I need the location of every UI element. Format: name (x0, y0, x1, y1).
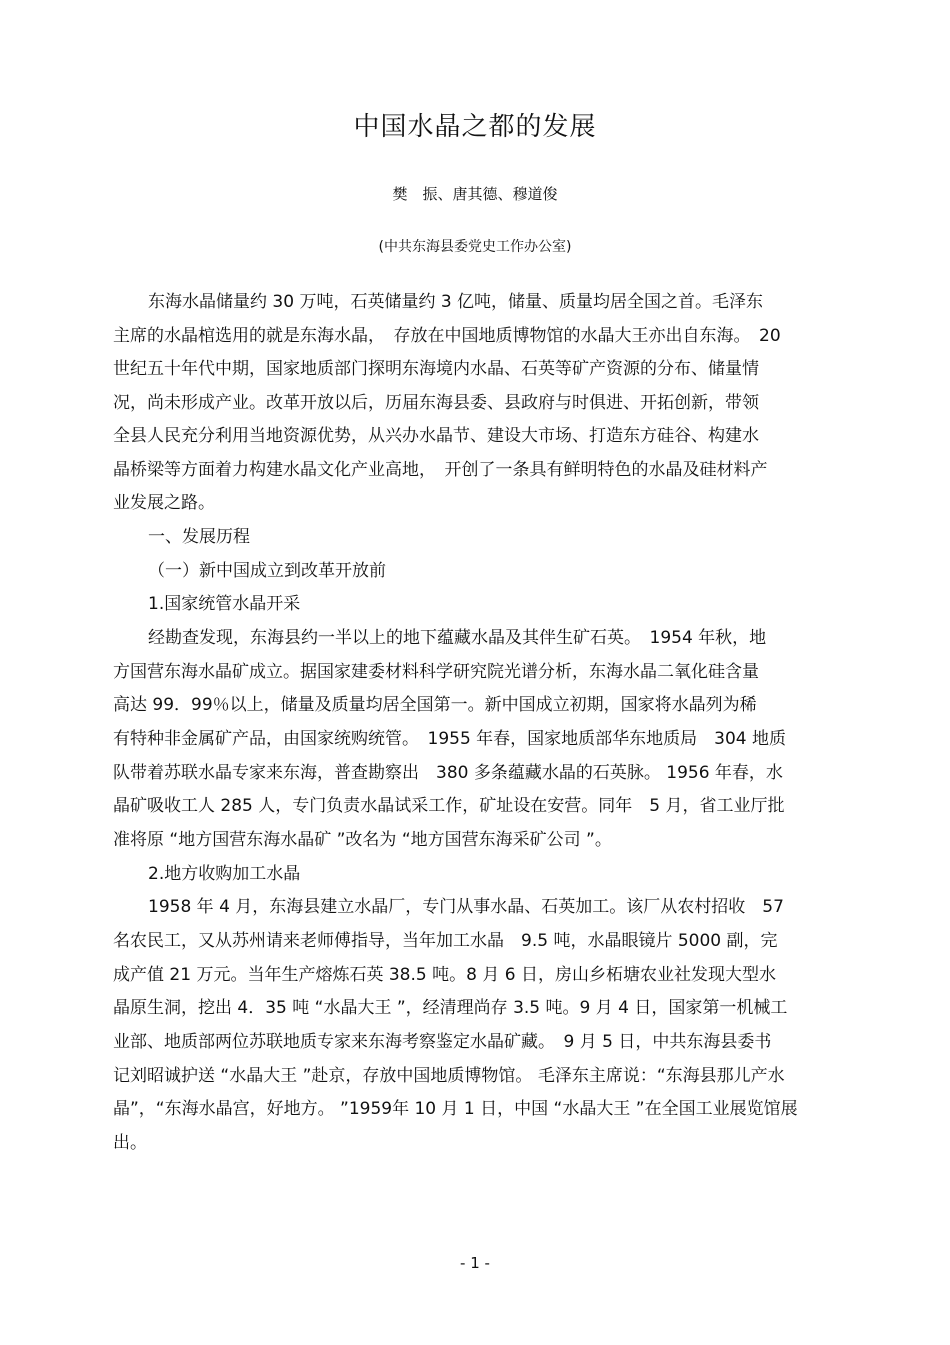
paragraph-line: 全县人民充分利用当地资源优势，从兴办水晶节、建设大市场、打造东方硅谷、构建水 (113, 426, 759, 446)
paragraph-line: 业部、地质部两位苏联地质专家来东海考察鉴定水晶矿藏。 9 月 5 日，中共东海县委书 (113, 1032, 772, 1052)
paragraph-line: 主席的水晶棺选用的就是东海水晶， 存放在中国地质博物馆的水晶大王亦出自东海。 20 (113, 326, 781, 346)
subsection-heading: （一）新中国成立到改革开放前 (148, 561, 386, 581)
paragraph-line: 业发展之路。 (113, 493, 215, 513)
section-heading: 一、发展历程 (148, 527, 250, 547)
page-number: - 1 - (460, 1254, 490, 1272)
affiliation: (中共东海县委党史工作办公室) (378, 239, 572, 255)
paragraph-line: 1958 年 4 月，东海县建立水晶厂，专门从事水晶、石英加工。该厂从农村招收 57 (148, 897, 784, 917)
paragraph-line: 晶桥梁等方面着力构建水晶文化产业高地， 开创了一条具有鲜明特色的水晶及硅材料产 (113, 460, 768, 480)
paragraph-line: 方国营东海水晶矿成立。据国家建委材料科学研究院光谱分析，东海水晶二氧化硅含量 (113, 662, 759, 682)
paragraph-line: 晶原生洞，挖出 4．35 吨 “水晶大王 ”，经清理尚存 3.5 吨。9 月 4 日，国家第一机械工 (113, 998, 788, 1018)
paragraph-line: 准将原 “地方国营东海水晶矿 ”改名为 “地方国营东海采矿公司 ”。 (113, 830, 612, 850)
paragraph-line: 记刘昭诚护送 “水晶大王 ”赴京，存放中国地质博物馆。 毛泽东主席说：“东海县那儿产水 (113, 1066, 785, 1086)
paragraph-line: 有特种非金属矿产品，由国家统购统管。 1955 年春，国家地质部华东地质局 304 地质 (113, 729, 787, 749)
paragraph-line: 晶”，“东海水晶宫，好地方。 ”1959年 10 月 1 日，中国 “水晶大王 ”在全国工业展览馆展 (113, 1099, 798, 1119)
paragraph-line: 东海水晶储量约 30 万吨，石英储量约 3 亿吨，储量、质量均居全国之首。毛泽东 (148, 292, 764, 312)
paragraph-line: 世纪五十年代中期，国家地质部门探明东海境内水晶、石英等矿产资源的分布、储量情 (113, 359, 759, 379)
paragraph-line: 出。 (113, 1133, 147, 1153)
paragraph-line: 高达 99．99％以上，储量及质量均居全国第一。新中国成立初期，国家将水晶列为稀 (113, 695, 757, 715)
item-heading: 2.地方收购加工水晶 (148, 864, 301, 884)
paragraph-line: 经勘查发现，东海县约一半以上的地下蕴藏水晶及其伴生矿石英。 1954 年秋，地 (148, 628, 767, 648)
paragraph-line: 晶矿吸收工人 285 人，专门负责水晶试采工作，矿址设在安营。同年 5 月，省工业厅批 (113, 796, 785, 816)
item-heading: 1.国家统管水晶开采 (148, 594, 301, 614)
paragraph-line: 队带着苏联水晶专家来东海，普查勘察出 380 多条蕴藏水晶的石英脉。 1956 年春，水 (113, 763, 783, 783)
paragraph-line: 成产值 21 万元。当年生产熔炼石英 38.5 吨。8 月 6 日，房山乡柘塘农业社发现大型水 (113, 965, 776, 985)
document-title: 中国水晶之都的发展 (353, 112, 597, 142)
paragraph-line: 名农民工，又从苏州请来老师傅指导，当年加工水晶 9.5 吨，水晶眼镜片 5000 副，完 (113, 931, 778, 951)
paragraph-line: 况，尚未形成产业。改革开放以后，历届东海县委、县政府与时俱进、开拓创新，带领 (113, 393, 759, 413)
authors: 樊 振、唐其德、穆道俊 (392, 185, 558, 203)
